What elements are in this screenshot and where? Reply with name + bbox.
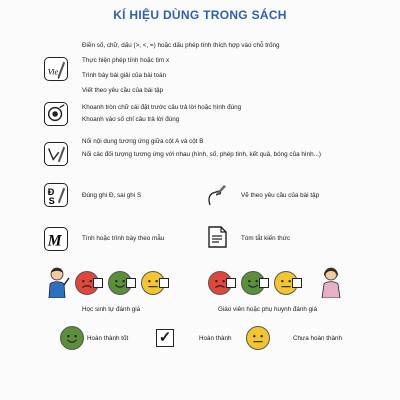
instruction-line: Tóm tắt kiến thức <box>241 235 291 242</box>
instruction-line: Khoanh vào số chỉ câu trả lời đúng <box>82 116 180 123</box>
rating-checkbox[interactable] <box>93 278 103 288</box>
teacher-eval-label: Giáo viên hoặc phụ huynh đánh giá <box>218 306 318 313</box>
instruction-line: Đúng ghi Đ, sai ghi S <box>82 192 142 199</box>
rating-checkbox[interactable] <box>292 278 302 288</box>
rating-checkbox[interactable] <box>126 278 136 288</box>
yellow-face-icon <box>246 326 270 350</box>
instruction-line: Nối các đối tượng tương ứng với nhau (hình, số, phép tính, kết quả, bóng của hình...) <box>82 151 321 158</box>
rating-checkbox[interactable] <box>226 278 236 288</box>
instruction-line: Trình bày bài giải của bài toán <box>82 72 167 79</box>
model-icon <box>44 227 68 251</box>
true-false-icon <box>44 183 68 207</box>
student-eval-label: Học sinh tự đánh giá <box>82 306 141 313</box>
pencil-icon <box>44 57 68 81</box>
rating-checkbox[interactable] <box>259 278 269 288</box>
instruction-line: Thực hiện phép tính hoặc tìm x <box>82 57 170 64</box>
instruction-line: Điền số, chữ, dấu (>, <, =) hoặc dấu phép tính thích hợp vào chỗ trống <box>82 42 280 49</box>
student-icon <box>44 266 70 298</box>
instruction-line: Tính hoặc trình bày theo mẫu <box>82 235 165 242</box>
true-letter: Đ <box>47 187 55 197</box>
pencil-icon-text: Vie <box>47 67 59 77</box>
connect-pencil-icon <box>44 142 68 166</box>
rating-checkbox[interactable] <box>159 278 169 288</box>
draw-hand-icon <box>205 183 229 207</box>
instruction-line: Vẽ theo yêu cầu của bài tập <box>241 192 320 199</box>
document-icon <box>205 225 229 249</box>
legend-not-done-label: Chưa hoàn thành <box>293 335 343 342</box>
green-face-icon <box>60 326 84 350</box>
check-box-icon: ✓ <box>156 329 174 347</box>
model-letter: M <box>47 232 62 250</box>
circle-target-icon <box>44 102 68 126</box>
instruction-line: Viết theo yêu cầu của bài tập <box>82 87 164 94</box>
legend-good-label: Hoàn thành tốt <box>87 335 129 342</box>
false-letter: S <box>48 196 55 206</box>
teacher-icon <box>318 266 344 298</box>
legend-done-label: Hoàn thành <box>199 335 232 342</box>
page-title: KÍ HIỆU DÙNG TRONG SÁCH <box>113 8 287 22</box>
instruction-line: Khoanh tròn chữ cái đặt trước câu trả lời hoặc hình đúng <box>82 104 242 111</box>
instruction-line: Nối nội dung tương ứng giữa cột A và cột B <box>82 138 204 145</box>
